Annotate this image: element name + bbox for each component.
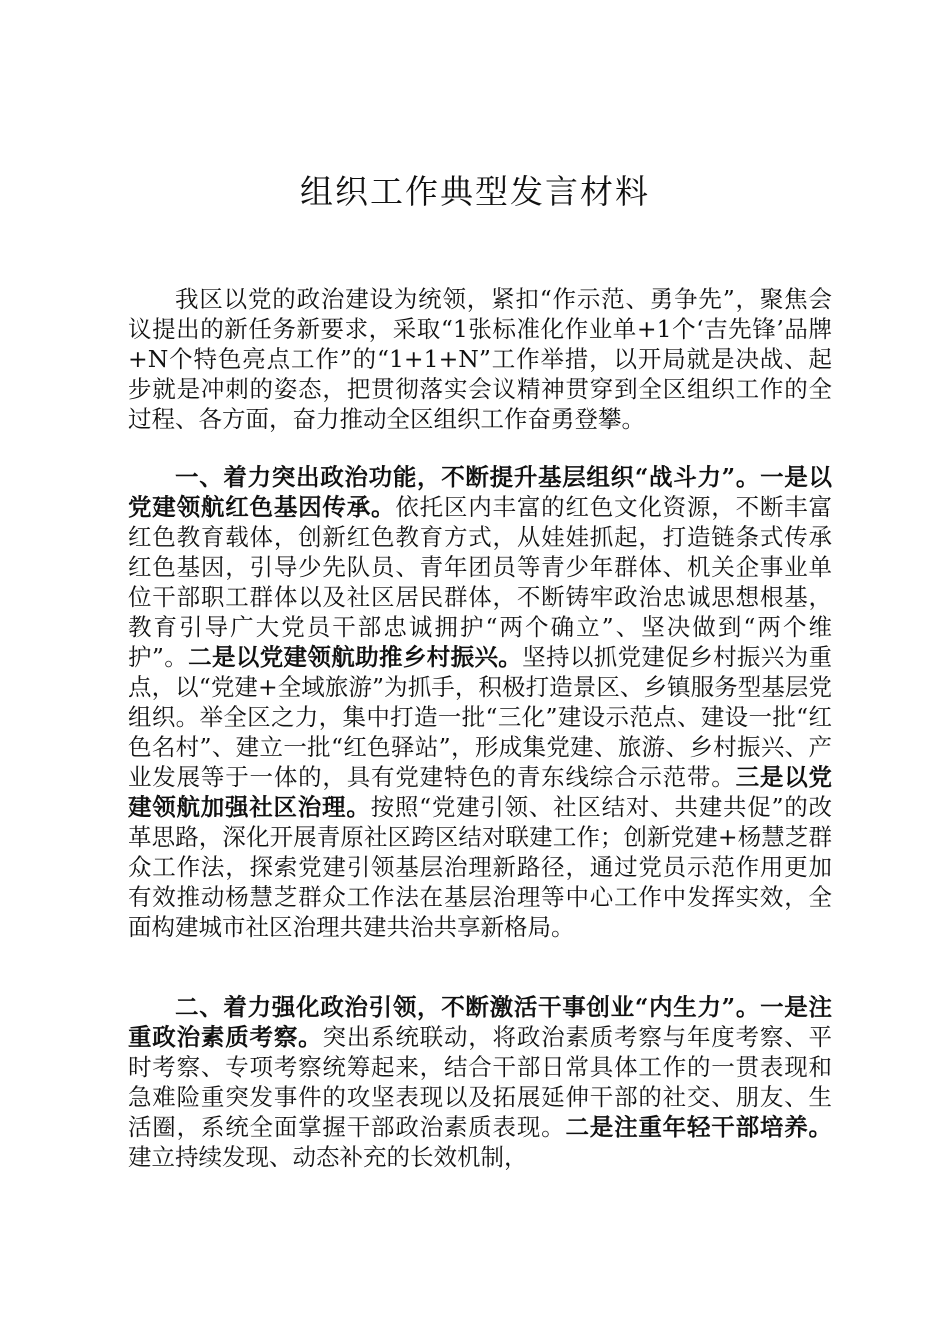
section-1-point-2-title: 二是以党建领航助推乡村振兴。 — [188, 643, 523, 671]
section-1-point-3-text: 按照“党建引领、社区结对、共建共促”的改革思路，深化开展青原社区跨区结对联建工作；创新党建+杨慧芝群众工作法，探索党建引领基层治理新路径，通过党员示范作用更加有效推动杨慧芝群众工作法在基层治理等中心工作中发挥实效，全面构建城市社区治理共建共治共享新格局。 — [128, 793, 832, 941]
section-1-point-1-text: 依托区内丰富的红色文化资源，不断丰富红色教育载体，创新红色教育方式，从娃娃抓起，打造链条式传承红色基因，引导少先队员、青年团员等青少年群体、机关企事业单位干部职工群体以及社区居民群体，不断铸牢政治忠诚思想根基，教育引导广大党员干部忠诚拥护“两个确立”、坚决做到“两个维护”。 — [128, 493, 833, 671]
section-1-point-3-title: 三是以党建领航加强社区治理。 — [128, 763, 833, 821]
section-1-point-1-title: 一是以党建领航红色基因传承。 — [128, 463, 832, 521]
section-2-point-1-text: 突出系统联动，将政治素质考察与年度考察、平时考察、专项考察统筹起来，结合干部日常具体工作的一贯表现和急难险重突发事件的攻坚表现以及拓展延伸干部的社交、朋友、生活圈，系统全面掌握干部政治素质表现。 — [128, 1023, 833, 1141]
document-title: 组织工作典型发言材料 — [300, 172, 650, 211]
section-1-heading: 一、着力突出政治功能，不断提升基层组织“战斗力”。 — [175, 463, 761, 491]
intro-paragraph: 我区以党的政治建设为统领，紧扣“作示范、勇争先”，聚焦会议提出的新任务新要求，采取“1张标准化作业单+1个‘吉先锋’品牌+N个特色亮点工作”的“1+1+N”工作举措，以开局就是决战、起步就是冲刺的姿态，把贯彻落实会议精神贯穿到全区组织工作的全过程、各方面，奋力推动全区组织工作奋勇登攀。 — [128, 285, 832, 433]
section-2-heading: 二、着力强化政治引领，不断激活干事创业“内生力”。 — [175, 993, 761, 1021]
section-2-paragraph — [128, 992, 832, 1172]
section-1-point-2-text: 坚持以抓党建促乡村振兴为重点，以“党建+全域旅游”为抓手，积极打造景区、乡镇服务型基层党组织。举全区之力，集中打造一批“三化”建设示范点、建设一批“红色名村”、建立一批“红色驿站”，形成集党建、旅游、乡村振兴、产业发展等于一体的，具有党建特色的青东线综合示范带。 — [128, 643, 833, 791]
section-2-point-2-text: 建立持续发现、动态补充的长效机制， — [128, 1143, 528, 1171]
section-1-paragraph — [128, 462, 832, 942]
section-2-point-2-title: 二是注重年轻干部培养。 — [565, 1113, 833, 1141]
section-2-point-1-title: 一是注重政治素质考察。 — [128, 993, 832, 1051]
